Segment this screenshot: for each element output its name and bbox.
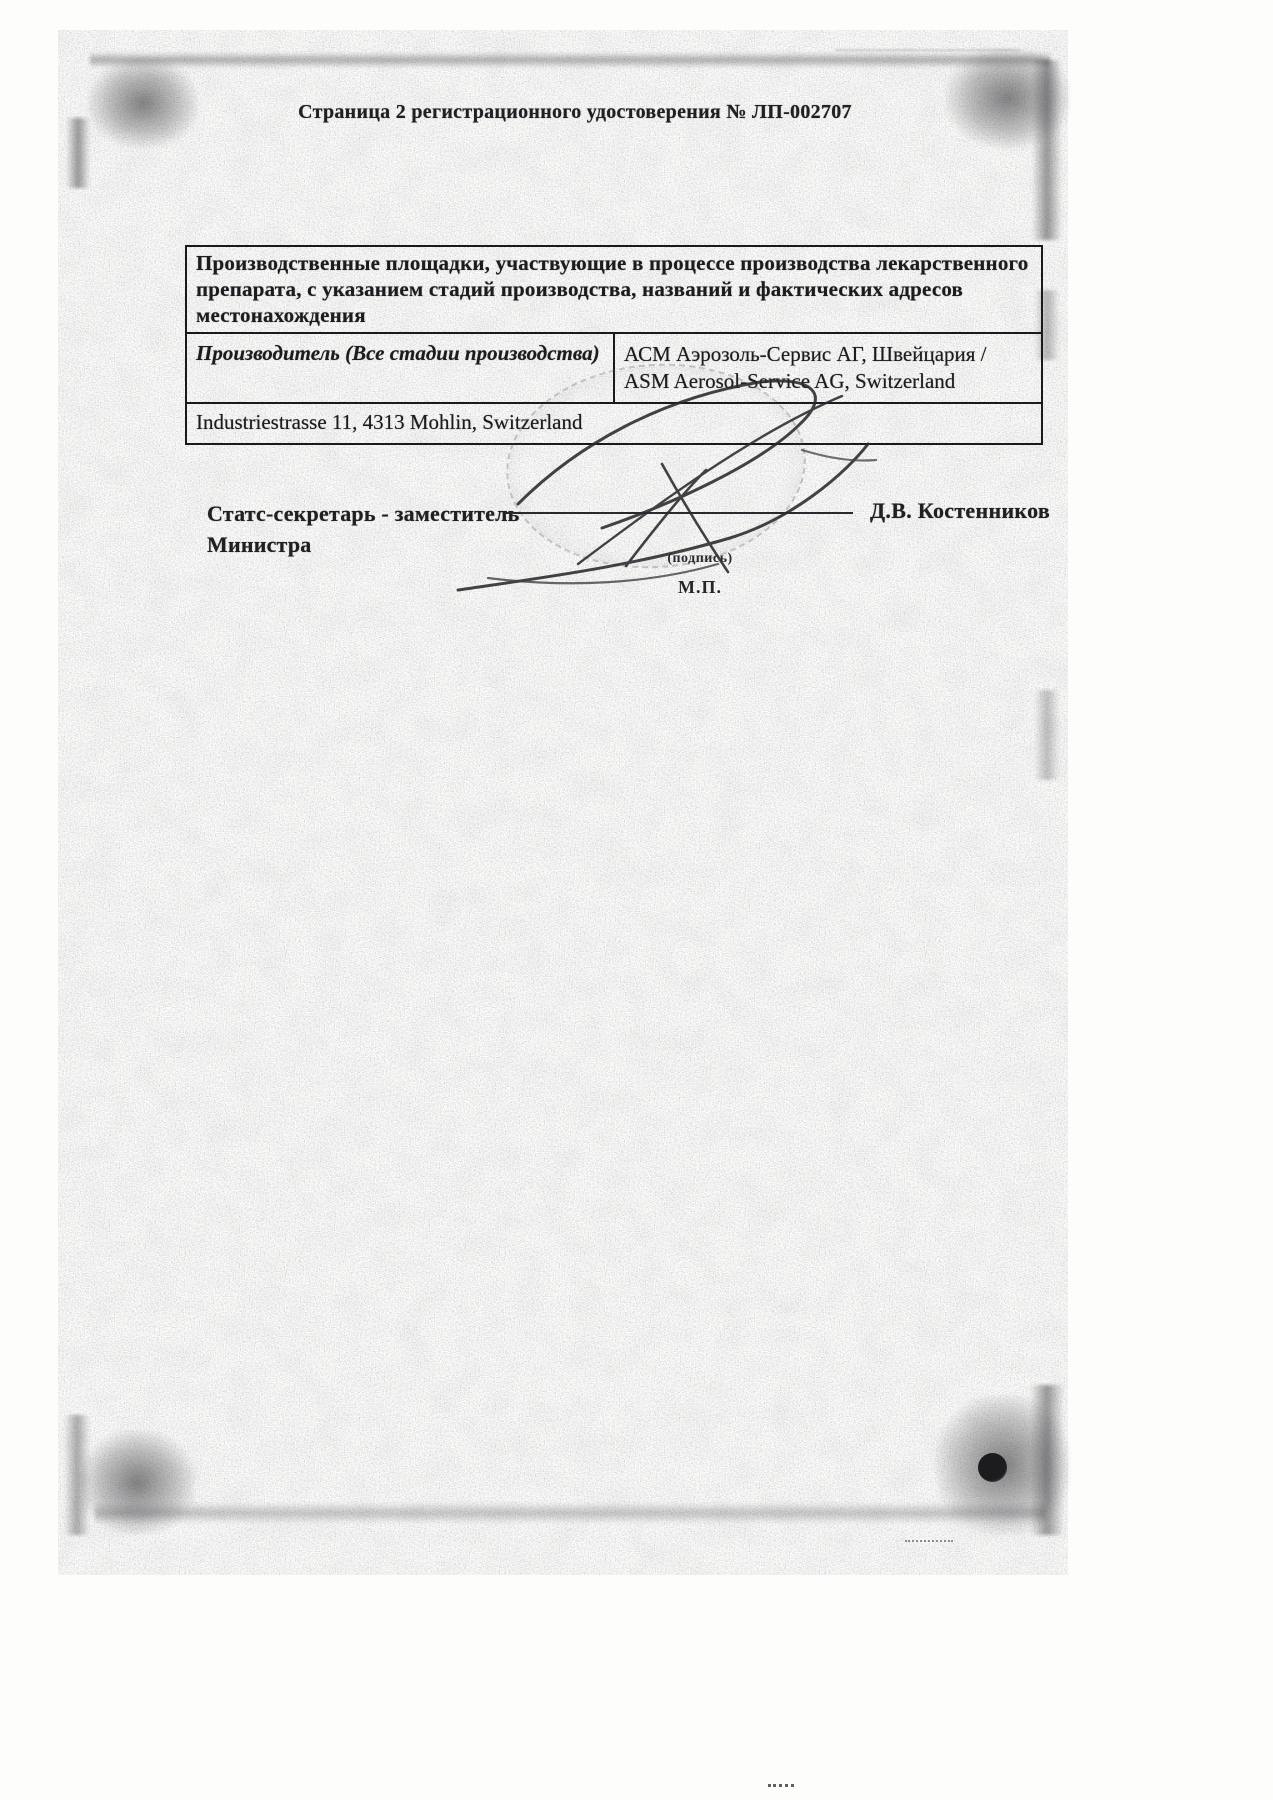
table-header-cell: [186, 246, 1042, 333]
edge-streak-right-3: [1034, 690, 1060, 780]
edge-streak-right-4: [1030, 1385, 1064, 1535]
signer-name: Д.В. Костенников: [870, 498, 1051, 523]
seal-place-abbr: М.П.: [678, 577, 722, 597]
producer-name-en: ASM Aerosol-Service AG, Switzerland: [624, 369, 956, 393]
edge-streak-left-1: [66, 118, 90, 188]
signer-position-line-1: Статс-секретарь - заместитель: [207, 501, 520, 526]
signer-position: [207, 498, 567, 560]
corner-smudge-top-right: [945, 48, 1070, 148]
signer-position-line-2: Министра: [207, 532, 312, 557]
producer-role-cell: Производитель (Все стадии производства): [186, 333, 614, 403]
table-header-line-2: препарата, с указанием стадий производства, названий и фактических адресов: [196, 277, 964, 301]
signature-caption: (подпись): [667, 551, 733, 566]
signature-line: [505, 512, 853, 514]
edge-streak-bottom: [95, 1502, 1045, 1524]
stray-dashes: [905, 1540, 953, 1545]
table-header-row: [186, 246, 1042, 333]
table-header-line-3: местонахождения: [196, 303, 366, 327]
producer-name-ru: АСМ Аэрозоль-Сервис АГ, Швейцария /: [624, 342, 987, 366]
page-title: Страница 2 регистрационного удостоверения № ЛП-002707: [298, 101, 852, 123]
ink-dot: [978, 1453, 1007, 1482]
edge-streak-left-2: [64, 1415, 90, 1535]
faint-pencil-mark: [835, 40, 1020, 60]
producer-address-cell: Industriestrasse 11, 4313 Mohlin, Switzerland: [186, 403, 1042, 444]
edge-streak-right-1: [1032, 60, 1062, 240]
table-header-line-1: Производственные площадки, участвующие в процессе производства лекарственного: [196, 251, 1029, 275]
bottom-page-dashes: [768, 1784, 794, 1791]
corner-smudge-bottom-left: [80, 1430, 195, 1535]
